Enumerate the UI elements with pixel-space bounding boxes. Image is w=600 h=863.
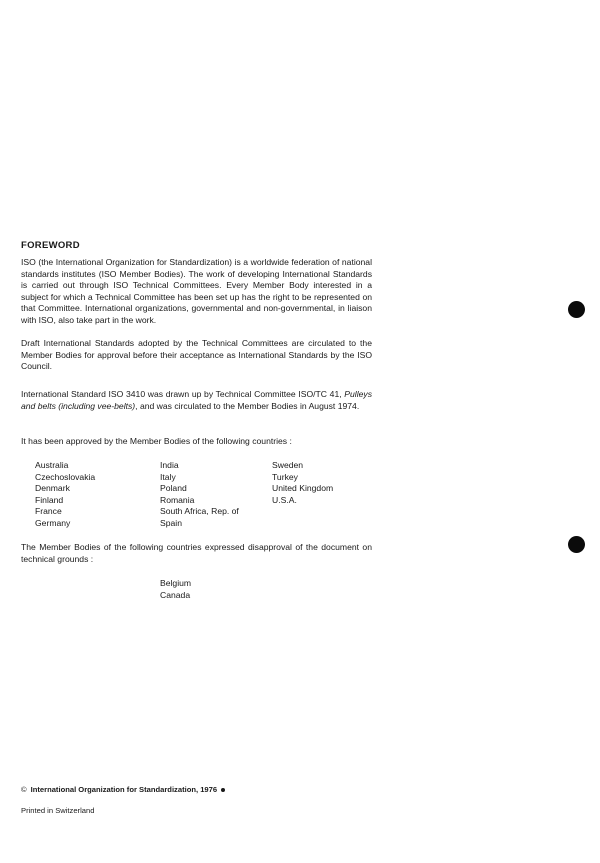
standard-text-before: International Standard ISO 3410 was drawn up by Technical Committee ISO/TC 41, <box>21 389 345 399</box>
country-item: Poland <box>160 483 187 494</box>
country-item: Italy <box>160 471 176 482</box>
approved-intro: It has been approved by the Member Bodies of the following countries : <box>21 436 292 446</box>
approved-countries-column-1 <box>35 460 95 530</box>
country-item: Turkey <box>272 471 298 482</box>
foreword-paragraph-iso: ISO (the International Organization for Standardization) is a worldwide federation of national standards institutes (ISO Member Bodies). The work of developing International Standards is carried out through ISO Technical Committees. Every Member Body interested in a subject for which a Technical Committee has been set up has the right to be represented on that Committee. International organizations, governmental and non-governmental, in liaison with ISO, also take part in the work. <box>21 257 372 325</box>
punch-hole-icon <box>568 301 585 318</box>
copyright-text: International Organization for Standardization, 1976 <box>30 785 218 794</box>
disapproval-intro: The Member Bodies of the following countries expressed disapproval of the document on technical grounds : <box>21 542 372 564</box>
foreword-heading: FOREWORD <box>21 240 80 251</box>
country-item: India <box>160 460 179 470</box>
punch-hole-icon <box>568 536 585 553</box>
country-item: Sweden <box>272 460 304 470</box>
standard-text-after: , and was circulated to the Member Bodies in August 1974. <box>135 400 360 411</box>
printed-in: Printed in Switzerland <box>21 806 95 815</box>
approved-countries-column-3 <box>272 460 333 506</box>
country-item: Czechoslovakia <box>35 471 96 482</box>
country-item: France <box>35 506 62 517</box>
committee-title: Pulleys and belts (including vee-belts) <box>21 389 372 411</box>
country-item: Romania <box>160 494 195 505</box>
copyright-symbol: © <box>21 785 27 794</box>
country-item: Finland <box>35 494 64 505</box>
country-item: U.S.A. <box>272 494 297 505</box>
country-item: United Kingdom <box>272 483 334 494</box>
country-item: Australia <box>35 460 69 470</box>
approved-countries-column-2 <box>160 460 239 530</box>
foreword-paragraph-standard <box>21 389 372 412</box>
country-item: Canada <box>160 589 191 600</box>
bullet-dot-icon <box>221 788 225 792</box>
country-item: South Africa, Rep. of <box>160 506 239 517</box>
country-item: Spain <box>160 517 182 528</box>
country-item: Belgium <box>160 578 192 588</box>
country-item: Denmark <box>35 483 70 494</box>
copyright-line <box>21 785 225 794</box>
disapproval-countries <box>160 578 191 601</box>
country-item: Germany <box>35 517 71 528</box>
foreword-paragraph-drafts: Draft International Standards adopted by the Technical Committees are circulated to the Member Bodies for approval before their acceptance as International Standards by the ISO Council. <box>21 338 372 372</box>
